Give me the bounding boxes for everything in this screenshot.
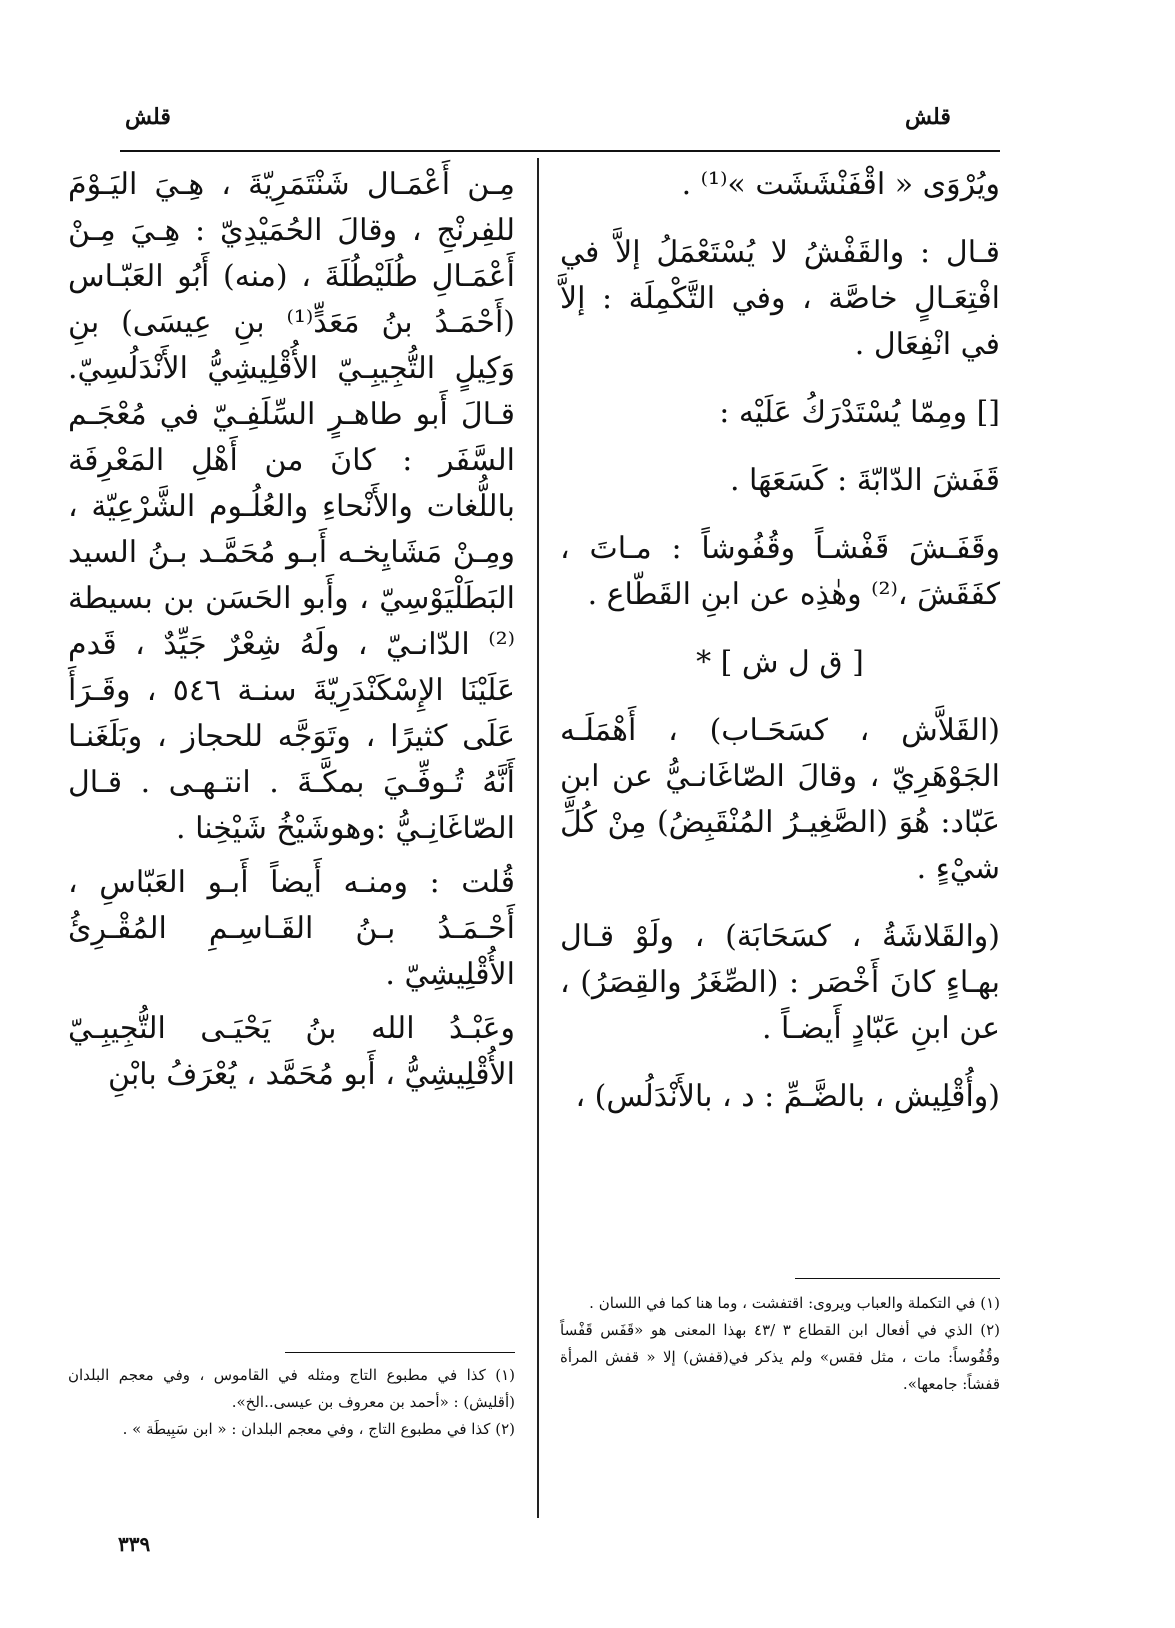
- page-number: ٣٣٩: [118, 1532, 151, 1556]
- footnote: (٢) الذي في أفعال ابن القطاع ٣ /٤٣ بهذا المعنى هو «قَفَس قَفْساً وقُفُوساً: مات ، مثل فقس» ولم يذكر في(قفش) إلا « قفش المرأة قفشاً: جامعها».: [560, 1321, 1000, 1393]
- footnote: (١) كذا في مطبوع التاج ومثله في القاموس ، وفي معجم البلدان (أقليش) : «أحمد بن معروف بن عيسى..الخ».: [68, 1366, 515, 1411]
- paragraph: قـال : والقَفْشُ لا يُسْتَعْمَلُ إلاَّ في افْتِعَـالٍ خاصَّة ، وفي التَّكْمِلَة : إلاَّ في انْفِعَال .: [560, 235, 1000, 362]
- paragraph: (وأُقْلِيش ، بالضَّـمِّ : د ، بالأَنْدَلُس) ،: [575, 1079, 1000, 1114]
- paragraph: (القَلاَّش ، كسَحَـاب) ، أَهْمَلَـه الجَوْهَرِيّ ، وقالَ الصّاغَانـيُّ عن ابنِ عَبّاد: هُوَ (الصَّغِيـرُ المُنْقَبِضُ) مِنْ كُلِّ شيْءٍ .: [560, 713, 1000, 886]
- right-column: [560, 162, 1000, 1142]
- paragraph: مِـن أَعْمَـال شَنْتَمَرِيّةَ ، هِـيَ اليَـوْمَ للفِرنْجِ ، وقالَ الحُمَيْدِيّ : هِـيَ مِـنْ أَعْمَـالِ طُلَيْطُلَةَ ، (منه) أَبُو العَبّـاس (أَحْمَـدُ بنُ مَعَدٍّ⁽¹⁾ بنِ عِيسَى) بنِ وَكِيلٍ التُّجِيبِـيّ الأُقْلِيشِيُّ الأَنْدَلُسِيّ. قـالَ أَبو طاهـرٍ السِّلَفِـيّ في مُعْجَـم السَّفَر : كانَ من أَهْلِ المَعْرِفَة باللُّغات والأَنْحاءِ والعُلُـوم الشَّرْعِيّة ، ومِـنْ مَشَايِخـه أَبـو مُحَمَّـد بـنُ السيد البَطَلْيَوْسِيّ ، وأَبو الحَسَن بن بسيطة ⁽²⁾ الدّانـيّ ، ولَهُ شِعْرٌ جَيِّدٌ ، قَدم عَلَيْنَا الإِسْكَنْدَرِيّةَ سنـة ٥٤٦ ، وقَـرَأَ عَلَى كثيرًا ، وتَوَجَّه للحجاز ، وبَلَغَنـا أَنَّهُ تُـوفِّـيَ بمكَّـةَ . انتـهـى . قـال الصّاغَانِـيُّ :وهوشَيْخُ شَيْخِنا .: [68, 167, 516, 846]
- header-right-word: قلش: [905, 104, 951, 130]
- paragraph: قُلت : ومنـه أَيضاً أَبـو العَبّاسِ ، أَحْـمَـدُ بـنُ القَـاسِـمِ المُقْـرِئُ الأُقْلِيشِيّ .: [68, 865, 515, 992]
- paragraph: وقَفَـشَ قَفْشـاً وقُفُوشاً : مـاتَ ، كفَقَشَ ،⁽²⁾ وهٰذِه عن ابنِ القَطّاع .: [560, 531, 1000, 612]
- header-rule: [120, 150, 1000, 152]
- paragraph: وعَبْـدُ الله بنُ يَحْيَـى التُّجِيبِـيّ الأُقْلِيشِيُّ ، أَبو مُحَمَّد ، يُعْرَفُ بابْنِ: [68, 1011, 515, 1092]
- header-left-word: قلش: [125, 104, 171, 130]
- entry-heading: [ ق ل ش ] *: [696, 645, 864, 680]
- footnotes-right: [560, 1290, 1000, 1398]
- footnote: (٢) كذا في مطبوع التاج ، وفي معجم البلدان : « ابن سَبِيطَة » .: [122, 1420, 515, 1438]
- left-column: [68, 162, 515, 1106]
- paragraph: [] ومِمّا يُسْتَدْرَكُ عَلَيْه :: [719, 395, 1000, 430]
- paragraph: قَفَشَ الدّابّةَ : كَسَعَهَا .: [729, 463, 1000, 498]
- footnotes-left: [68, 1362, 515, 1443]
- footnote-rule-right: [795, 1278, 1000, 1279]
- column-divider: [537, 158, 539, 1518]
- paragraph: ويُرْوَى « اقْفَنْشَشَت »⁽¹⁾ .: [681, 167, 1000, 202]
- footnote: (١) في التكملة والعباب ويروى: اقتفشت ، وما هنا كما في اللسان .: [589, 1294, 1000, 1312]
- paragraph: (والقَلاشَةُ ، كسَحَابَة) ، ولَوْ قـال بهـاءٍ كانَ أَخْصَر : (الصِّغَرُ والقِصَرُ) ، عن ابنِ عَبّادٍ أَيضـاً .: [560, 919, 1000, 1046]
- footnote-rule-left: [285, 1352, 515, 1353]
